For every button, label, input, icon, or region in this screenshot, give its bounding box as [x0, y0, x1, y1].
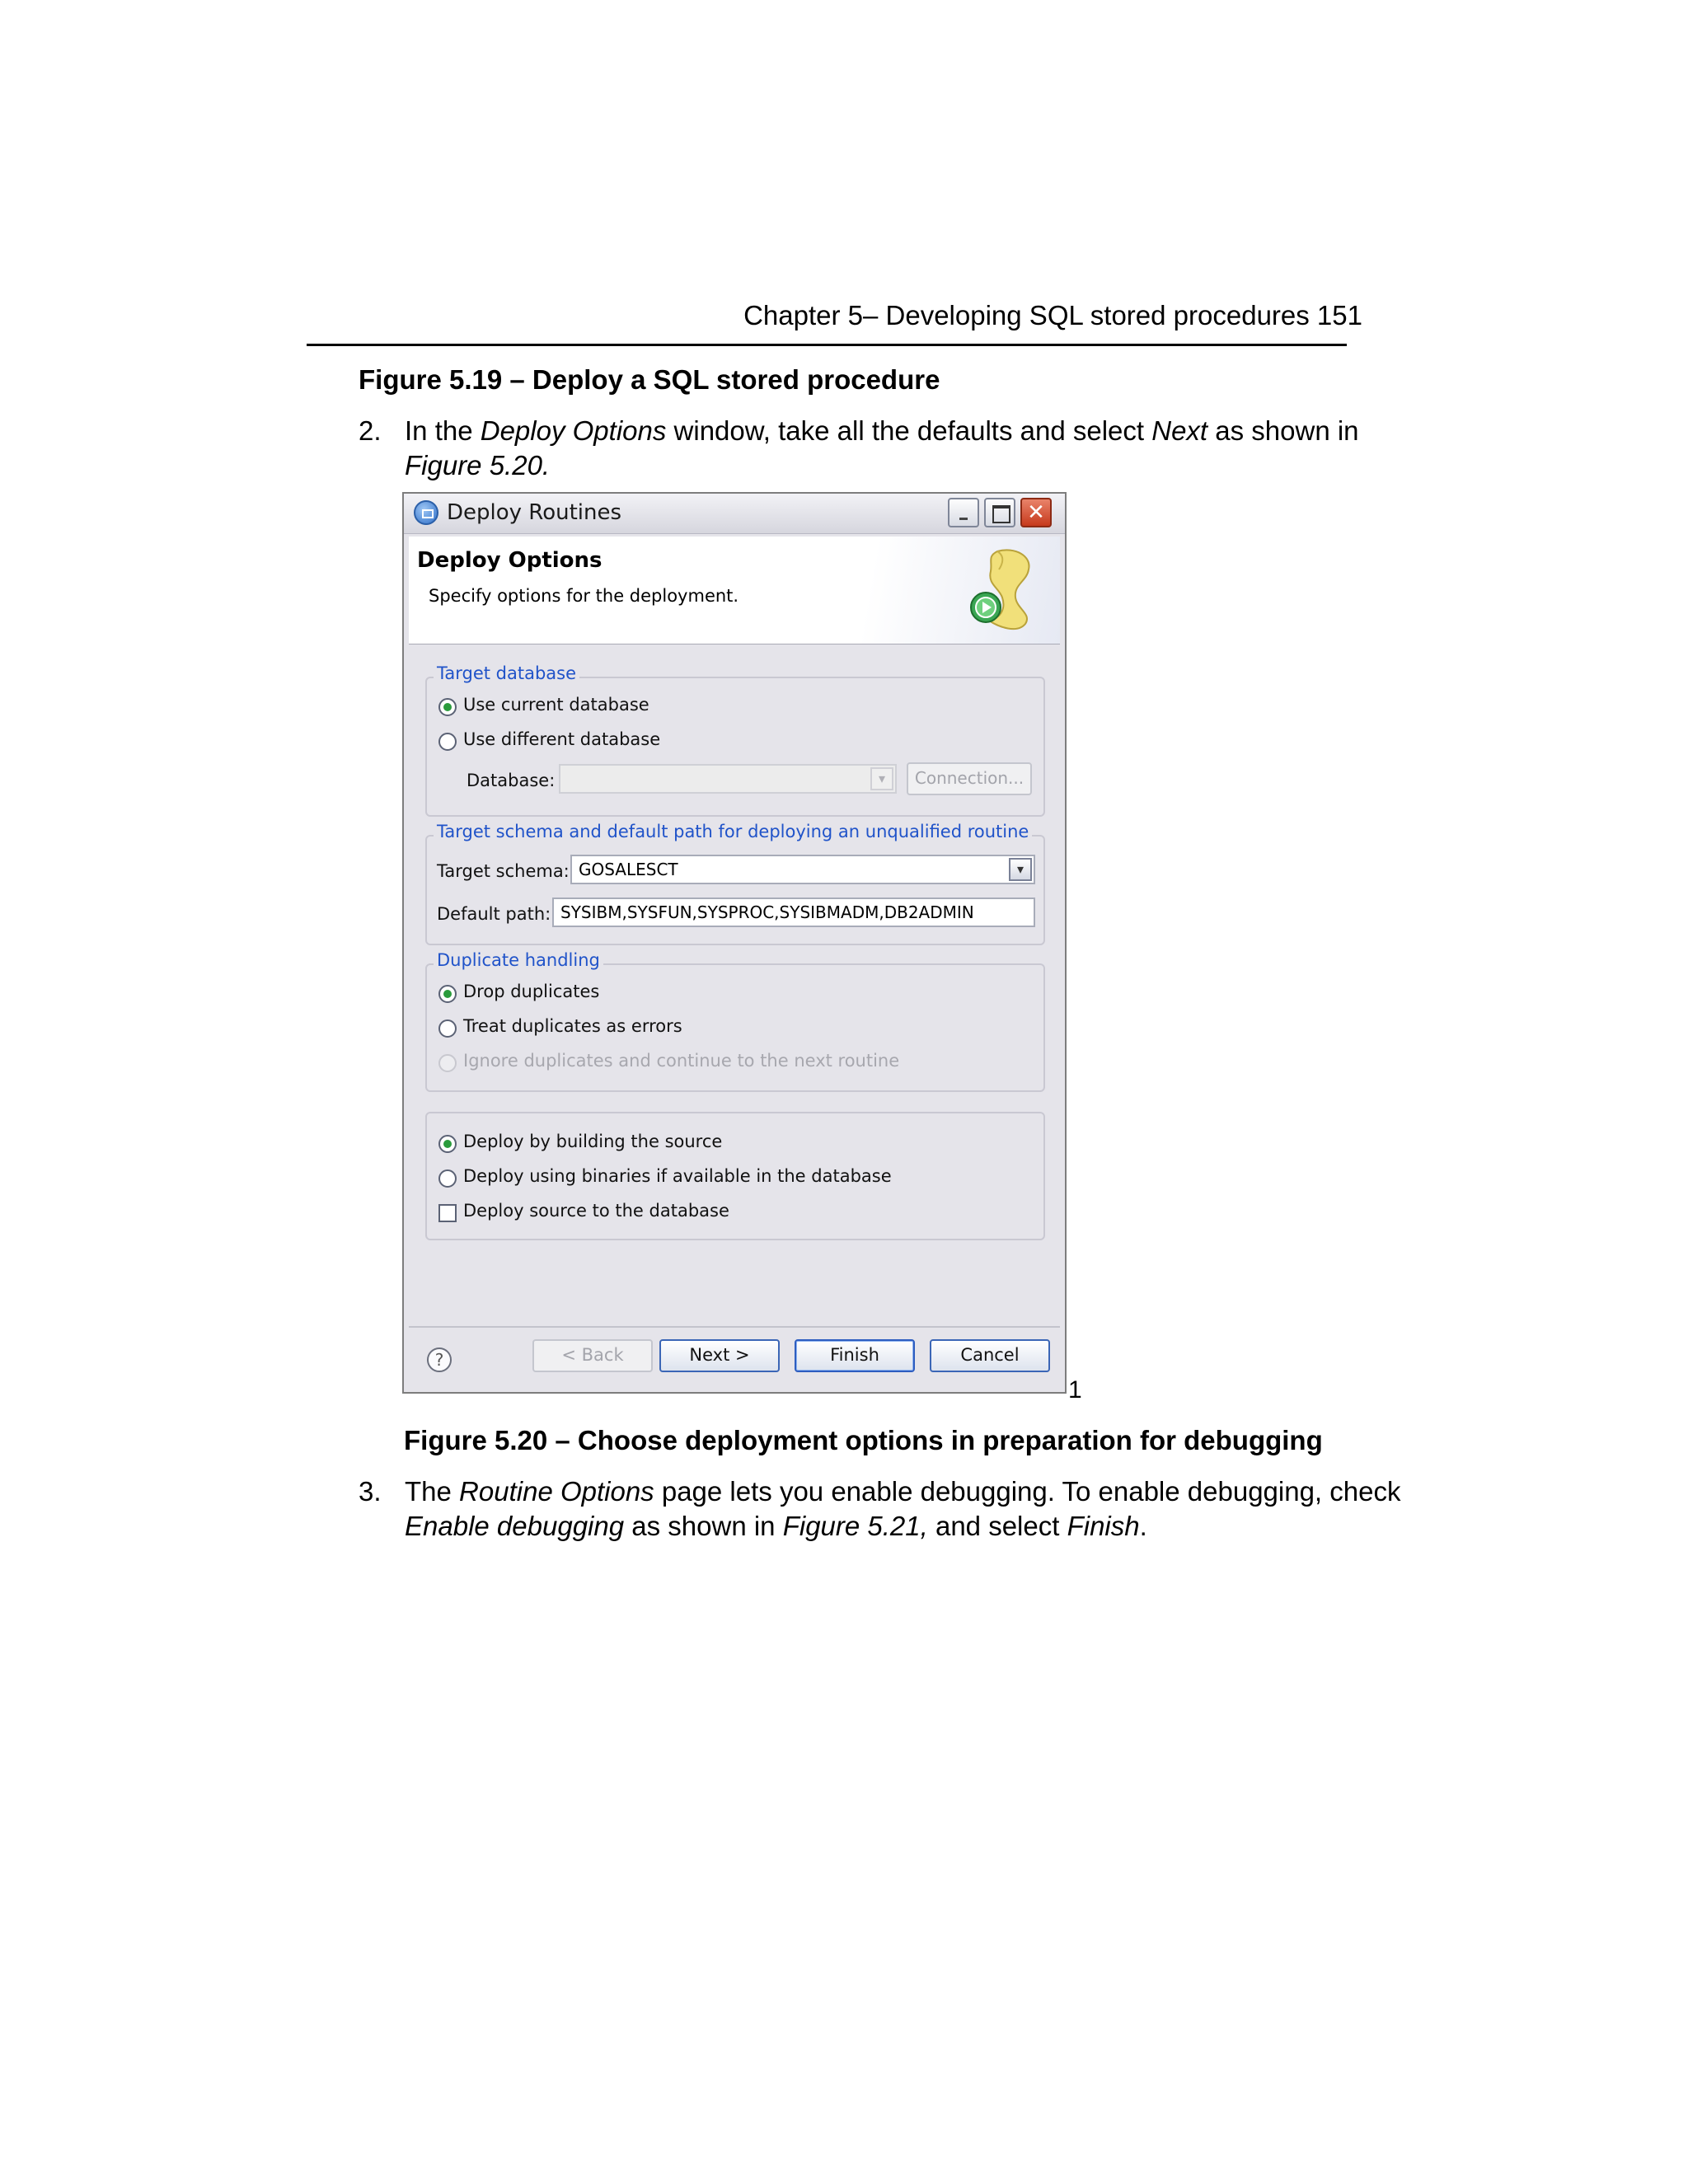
step-2-next: Next	[1151, 415, 1208, 446]
next-button[interactable]: Next >	[659, 1339, 780, 1372]
banner-subtitle: Specify options for the deployment.	[429, 586, 739, 606]
header-rule	[307, 344, 1347, 346]
deploy-routines-dialog	[402, 492, 1067, 1394]
default-path-input[interactable]	[552, 898, 1035, 927]
step-2-text-2: window, take all the defaults and select	[666, 415, 1152, 446]
duplicate-handling-group	[425, 950, 1045, 1092]
help-icon[interactable]: ?	[427, 1347, 452, 1372]
step-3-figure-521-ref: Figure 5.21,	[782, 1511, 928, 1541]
cancel-button[interactable]: Cancel	[930, 1339, 1050, 1372]
deploy-using-binaries-label[interactable]: Deploy using binaries if available in the database	[463, 1166, 892, 1186]
target-schema-legend: Target schema and default path for deploying an unqualified routine	[434, 822, 1032, 841]
database-label: Database:	[467, 771, 556, 790]
step-2-text-1: In the	[405, 415, 481, 446]
drop-duplicates-label[interactable]: Drop duplicates	[463, 982, 600, 1001]
close-icon[interactable]	[1020, 498, 1052, 527]
dialog-titlebar	[404, 494, 1065, 534]
use-different-database-label[interactable]: Use different database	[463, 729, 661, 749]
build-options-group	[425, 1112, 1045, 1240]
dialog-banner	[409, 537, 1060, 644]
deploy-scroll-icon	[966, 545, 1040, 635]
deploy-source-checkbox[interactable]	[438, 1204, 457, 1222]
step-3-text-line2	[405, 1509, 1147, 1544]
deploy-source-label[interactable]: Deploy source to the database	[463, 1201, 729, 1221]
step-3-text	[405, 1474, 1400, 1509]
minimize-icon[interactable]	[948, 498, 979, 527]
target-database-legend: Target database	[434, 663, 579, 683]
default-path-label: Default path:	[437, 904, 551, 924]
banner-title: Deploy Options	[417, 548, 603, 573]
running-header: Chapter 5– Developing SQL stored procedures 151	[743, 300, 1362, 330]
step-3-finish: Finish	[1067, 1511, 1140, 1541]
step-2-text-3: as shown in	[1207, 415, 1359, 446]
step-2-figure-ref	[405, 448, 550, 483]
window-icon	[414, 500, 438, 525]
step-3-routine-options: Routine Options	[459, 1476, 654, 1507]
step-3-enable-debugging: Enable debugging	[405, 1511, 625, 1541]
drop-duplicates-radio[interactable]	[438, 985, 457, 1003]
maximize-icon[interactable]	[984, 498, 1015, 527]
finish-button[interactable]: Finish	[795, 1339, 915, 1372]
ignore-duplicates-label: Ignore duplicates and continue to the next routine	[463, 1051, 900, 1071]
database-combo[interactable]	[559, 764, 897, 794]
step-2-deploy-options: Deploy Options	[480, 415, 667, 446]
deploy-build-source-radio[interactable]	[438, 1135, 457, 1153]
target-schema-label: Target schema:	[437, 861, 570, 881]
step-3-text-3: as shown in	[624, 1511, 783, 1541]
default-path-value: SYSIBM,SYSFUN,SYSPROC,SYSIBMADM,DB2ADMIN	[560, 902, 974, 922]
target-schema-group	[425, 822, 1045, 945]
target-database-group	[425, 663, 1045, 817]
treat-duplicates-errors-label[interactable]: Treat duplicates as errors	[463, 1016, 682, 1036]
step-2-figure-520-ref: Figure 5.20.	[405, 450, 551, 480]
target-schema-value: GOSALESCT	[579, 860, 678, 879]
ignore-duplicates-radio	[438, 1054, 457, 1072]
deploy-build-source-label[interactable]: Deploy by building the source	[463, 1132, 723, 1151]
figure-5-19-caption: Figure 5.19 – Deploy a SQL stored procedure	[359, 364, 940, 395]
back-button[interactable]: < Back	[532, 1339, 653, 1372]
step-3-text-2: page lets you enable debugging. To enable debugging, check	[654, 1476, 1401, 1507]
use-different-database-radio[interactable]	[438, 733, 457, 751]
chevron-down-icon[interactable]: ▾	[870, 767, 893, 790]
chevron-down-icon[interactable]: ▾	[1009, 858, 1032, 881]
deploy-using-binaries-radio[interactable]	[438, 1169, 457, 1188]
duplicate-handling-legend: Duplicate handling	[434, 950, 603, 970]
step-2-number: 2.	[359, 415, 382, 446]
button-bar-separator	[409, 1326, 1060, 1328]
dialog-title: Deploy Routines	[447, 500, 622, 525]
figure-5-20-caption: Figure 5.20 – Choose deployment options in preparation for debugging	[404, 1425, 1323, 1455]
step-3-text-1: The	[405, 1476, 460, 1507]
step-3-text-5: .	[1139, 1511, 1147, 1541]
close-glyph: ✕	[1027, 500, 1045, 525]
step-2-text	[405, 414, 1359, 448]
target-schema-combo[interactable]	[570, 855, 1035, 884]
use-current-database-label[interactable]: Use current database	[463, 695, 649, 715]
treat-duplicates-errors-radio[interactable]	[438, 1019, 457, 1038]
connection-button[interactable]: Connection...	[907, 762, 1032, 795]
step-3-number: 3.	[359, 1476, 382, 1507]
stray-mark: 1	[1068, 1376, 1082, 1404]
use-current-database-radio[interactable]	[438, 698, 457, 716]
step-3-text-4: and select	[927, 1511, 1067, 1541]
